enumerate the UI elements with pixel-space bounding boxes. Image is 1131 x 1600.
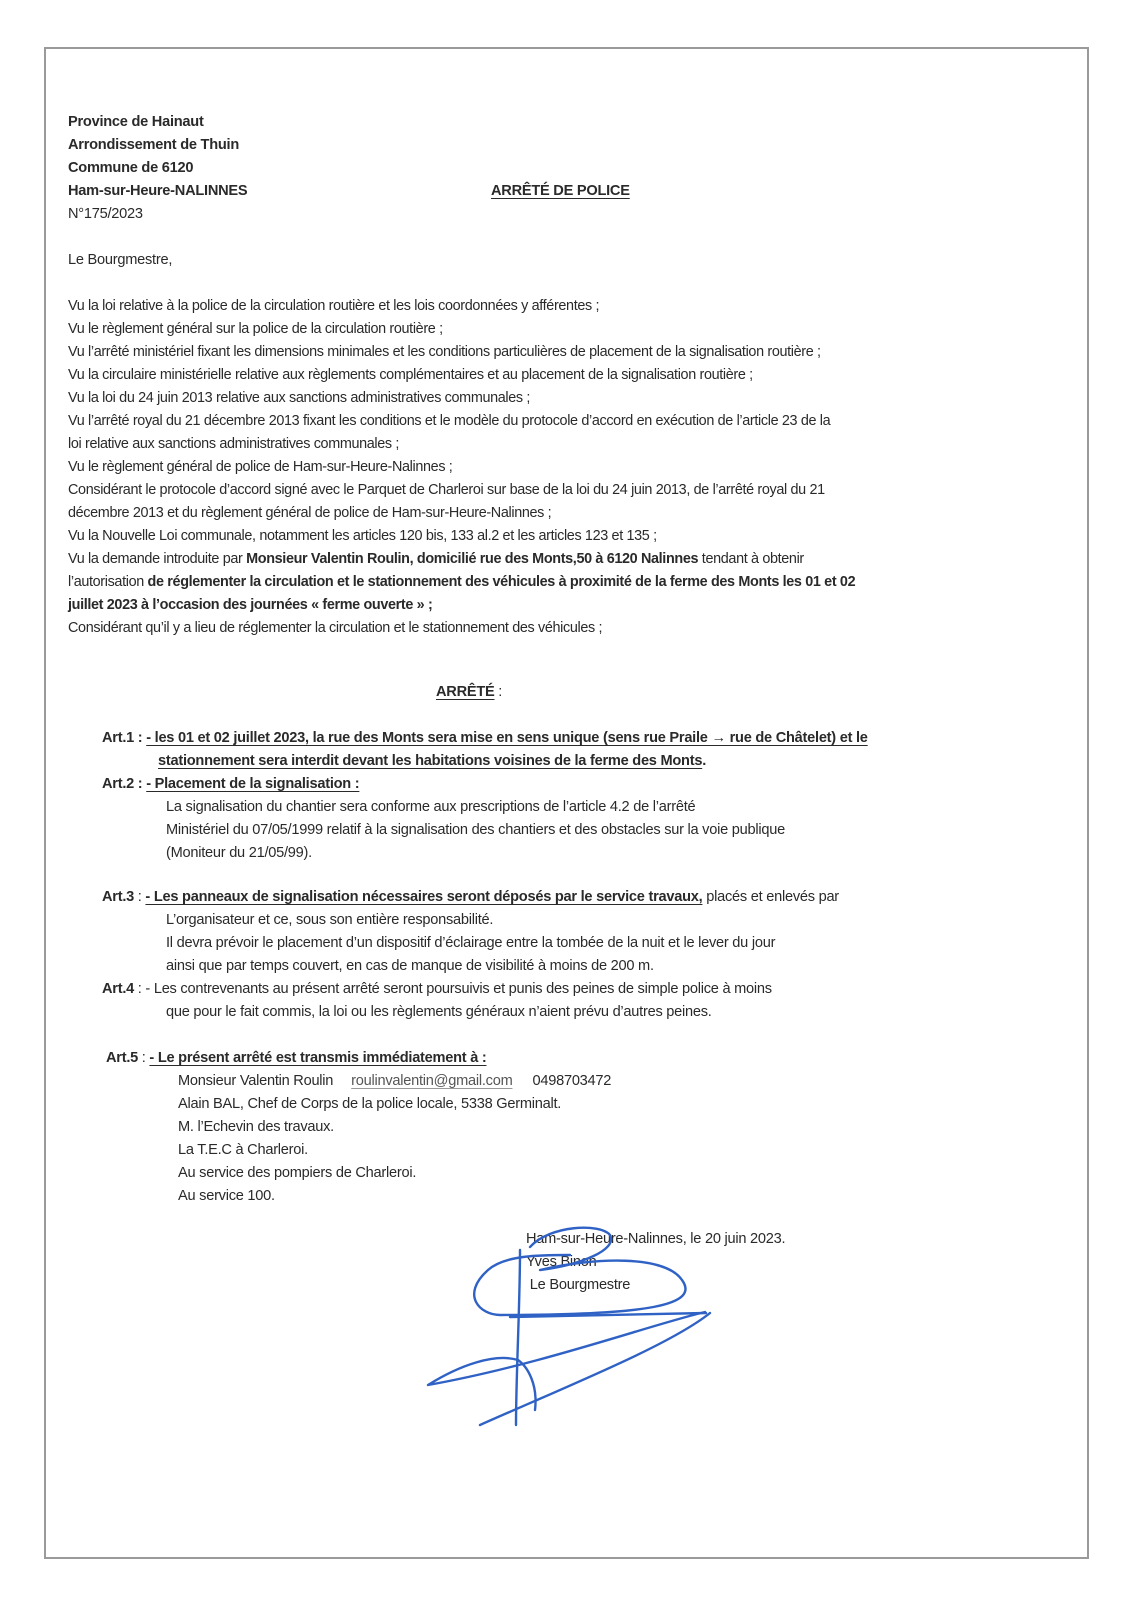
requester-name-address: Monsieur Valentin Roulin, domicilié rue des Monts,50 à 6120 Nalinnes bbox=[246, 551, 699, 567]
decree-number: N°175/2023 bbox=[68, 206, 143, 222]
request-text: Vu la demande introduite par bbox=[68, 551, 247, 567]
article-1 bbox=[102, 727, 868, 750]
recipient-name: Monsieur Valentin Roulin bbox=[178, 1073, 334, 1089]
request-object: de réglementer la circulation et le stationnement des véhicules à proximité de la ferme des Monts les 01 et 02 bbox=[147, 574, 856, 590]
article-3 bbox=[102, 886, 839, 909]
issuer-header bbox=[68, 111, 247, 226]
consideration: Vu le règlement général sur la police de la circulation routière ; bbox=[68, 321, 443, 337]
consideration: Vu le règlement général de police de Ham-sur-Heure-Nalinnes ; bbox=[68, 459, 453, 475]
article-3-body bbox=[166, 909, 775, 978]
article-1-text: - les 01 et 02 juillet 2023, la rue des Monts sera mise en sens unique (sens rue Praile → rue de Châtelet) et le bbox=[146, 730, 868, 746]
article-2-text: La signalisation du chantier sera conforme aux prescriptions de l’article 4.2 de l’arrêté bbox=[166, 799, 696, 815]
article-label: Art.2 : bbox=[102, 776, 147, 792]
decision-heading-colon: : bbox=[494, 684, 503, 700]
document-title: ARRÊTÉ DE POLICE bbox=[491, 183, 630, 199]
consideration: Considérant le protocole d’accord signé avec le Parquet de Charleroi sur base de la loi du 24 juin 2013, de l’arrêté royal du 21 bbox=[68, 482, 825, 498]
recipient-item: Alain BAL, Chef de Corps de la police locale, 5338 Germinalt. bbox=[178, 1096, 562, 1112]
article-label: Art.4 bbox=[102, 981, 134, 997]
article-1-text: stationnement sera interdit devant les habitations voisines de la ferme des Monts bbox=[158, 753, 703, 769]
article-label: Art.1 : bbox=[102, 730, 147, 746]
consideration: Vu la loi du 24 juin 2013 relative aux sanctions administratives communales ; bbox=[68, 390, 531, 406]
signatory-role: Le Bourgmestre bbox=[526, 1277, 631, 1293]
article-2 bbox=[102, 773, 359, 796]
handwritten-signature bbox=[420, 1225, 720, 1430]
considerations-block bbox=[68, 295, 855, 640]
article-3-heading: - Les panneaux de signalisation nécessaires seront déposés par le service travaux, bbox=[145, 889, 703, 905]
article-5-heading: - Le présent arrêté est transmis immédiatement à : bbox=[149, 1050, 487, 1066]
consideration: Vu l’arrêté ministériel fixant les dimensions minimales et les conditions particulières de placement de la signalisation routière ; bbox=[68, 344, 821, 360]
request-line-1 bbox=[68, 548, 855, 571]
place-date: Ham-sur-Heure-Nalinnes, le 20 juin 2023. bbox=[526, 1231, 786, 1247]
recipient-item: Au service 100. bbox=[178, 1188, 275, 1204]
article-2-body bbox=[166, 796, 785, 865]
article-separator: : bbox=[138, 1050, 150, 1066]
recipient-item: La T.E.C à Charleroi. bbox=[178, 1142, 308, 1158]
article-4-text: : - Les contrevenants au présent arrêté seront poursuivis et punis des peines de simple police à moins bbox=[134, 981, 772, 997]
article-1-line-2 bbox=[158, 750, 706, 773]
intro-line: Le Bourgmestre, bbox=[68, 252, 173, 268]
article-4 bbox=[102, 978, 772, 1001]
decision-heading bbox=[436, 681, 502, 704]
article-label: Art.5 bbox=[106, 1050, 138, 1066]
header-province: Province de Hainaut bbox=[68, 114, 204, 130]
recipients-list bbox=[178, 1070, 611, 1208]
article-3-text: L’organisateur et ce, sous son entière responsabilité. bbox=[166, 912, 494, 928]
consideration: Vu la loi relative à la police de la circulation routière et les lois coordonnées y afférentes ; bbox=[68, 298, 600, 314]
article-3-text: placés et enlevés par bbox=[702, 889, 839, 905]
article-4-text: que pour le fait commis, la loi ou les règlements généraux n’aient prévu d’autres peines. bbox=[166, 1004, 712, 1020]
article-1-period: . bbox=[702, 753, 707, 769]
header-town: Ham-sur-Heure-NALINNES bbox=[68, 183, 248, 199]
article-separator: : bbox=[134, 889, 146, 905]
consideration: Vu la Nouvelle Loi communale, notamment les articles 120 bis, 133 al.2 et les articles 123 et 135 ; bbox=[68, 528, 657, 544]
header-commune: Commune de 6120 bbox=[68, 160, 194, 176]
recipient-item: Au service des pompiers de Charleroi. bbox=[178, 1165, 417, 1181]
recipient-phone: 0498703472 bbox=[532, 1073, 612, 1089]
article-2-text: (Moniteur du 21/05/99). bbox=[166, 845, 312, 861]
decision-heading-text: ARRÊTÉ bbox=[436, 684, 495, 700]
request-line-2 bbox=[68, 571, 855, 594]
article-label: Art.3 bbox=[102, 889, 134, 905]
consideration: Vu la circulaire ministérielle relative aux règlements complémentaires et au placement de la signalisation routière ; bbox=[68, 367, 753, 383]
signature-stroke bbox=[516, 1250, 520, 1425]
signature-stroke bbox=[480, 1313, 710, 1425]
article-3-text: Il devra prévoir le placement d’un dispositif d’éclairage entre la tombée de la nuit et le lever du jour bbox=[166, 935, 776, 951]
header-arrondissement: Arrondissement de Thuin bbox=[68, 137, 240, 153]
article-3-text: ainsi que par temps couvert, en cas de manque de visibilité à moins de 200 m. bbox=[166, 958, 654, 974]
request-text: tendant à obtenir bbox=[698, 551, 804, 567]
consideration: Vu l’arrêté royal du 21 décembre 2013 fixant les conditions et le modèle du protocole d’accord en exécution de l’article 23 de la bbox=[68, 413, 831, 429]
article-5 bbox=[106, 1047, 487, 1070]
consideration: décembre 2013 et du règlement général de police de Ham-sur-Heure-Nalinnes ; bbox=[68, 505, 552, 521]
recipient-item: M. l’Echevin des travaux. bbox=[178, 1119, 334, 1135]
request-line-4: Considérant qu’il y a lieu de réglementer la circulation et le stationnement des véhicules ; bbox=[68, 620, 603, 636]
recipient-item bbox=[178, 1070, 611, 1093]
signatory-name: Yves Binon bbox=[526, 1254, 597, 1270]
article-2-heading: - Placement de la signalisation : bbox=[146, 776, 360, 792]
request-line-3: juillet 2023 à l’occasion des journées « ferme ouverte » ; bbox=[68, 597, 433, 613]
article-2-text: Ministériel du 07/05/1999 relatif à la signalisation des chantiers et des obstacles sur la voie publique bbox=[166, 822, 785, 838]
consideration: loi relative aux sanctions administratives communales ; bbox=[68, 436, 400, 452]
recipient-email-link[interactable]: roulinvalentin@gmail.com bbox=[351, 1073, 513, 1089]
request-text: l’autorisation bbox=[68, 574, 148, 590]
signature-stroke bbox=[474, 1228, 685, 1315]
article-4-line-2 bbox=[166, 1001, 712, 1024]
signature-stroke bbox=[428, 1312, 705, 1410]
